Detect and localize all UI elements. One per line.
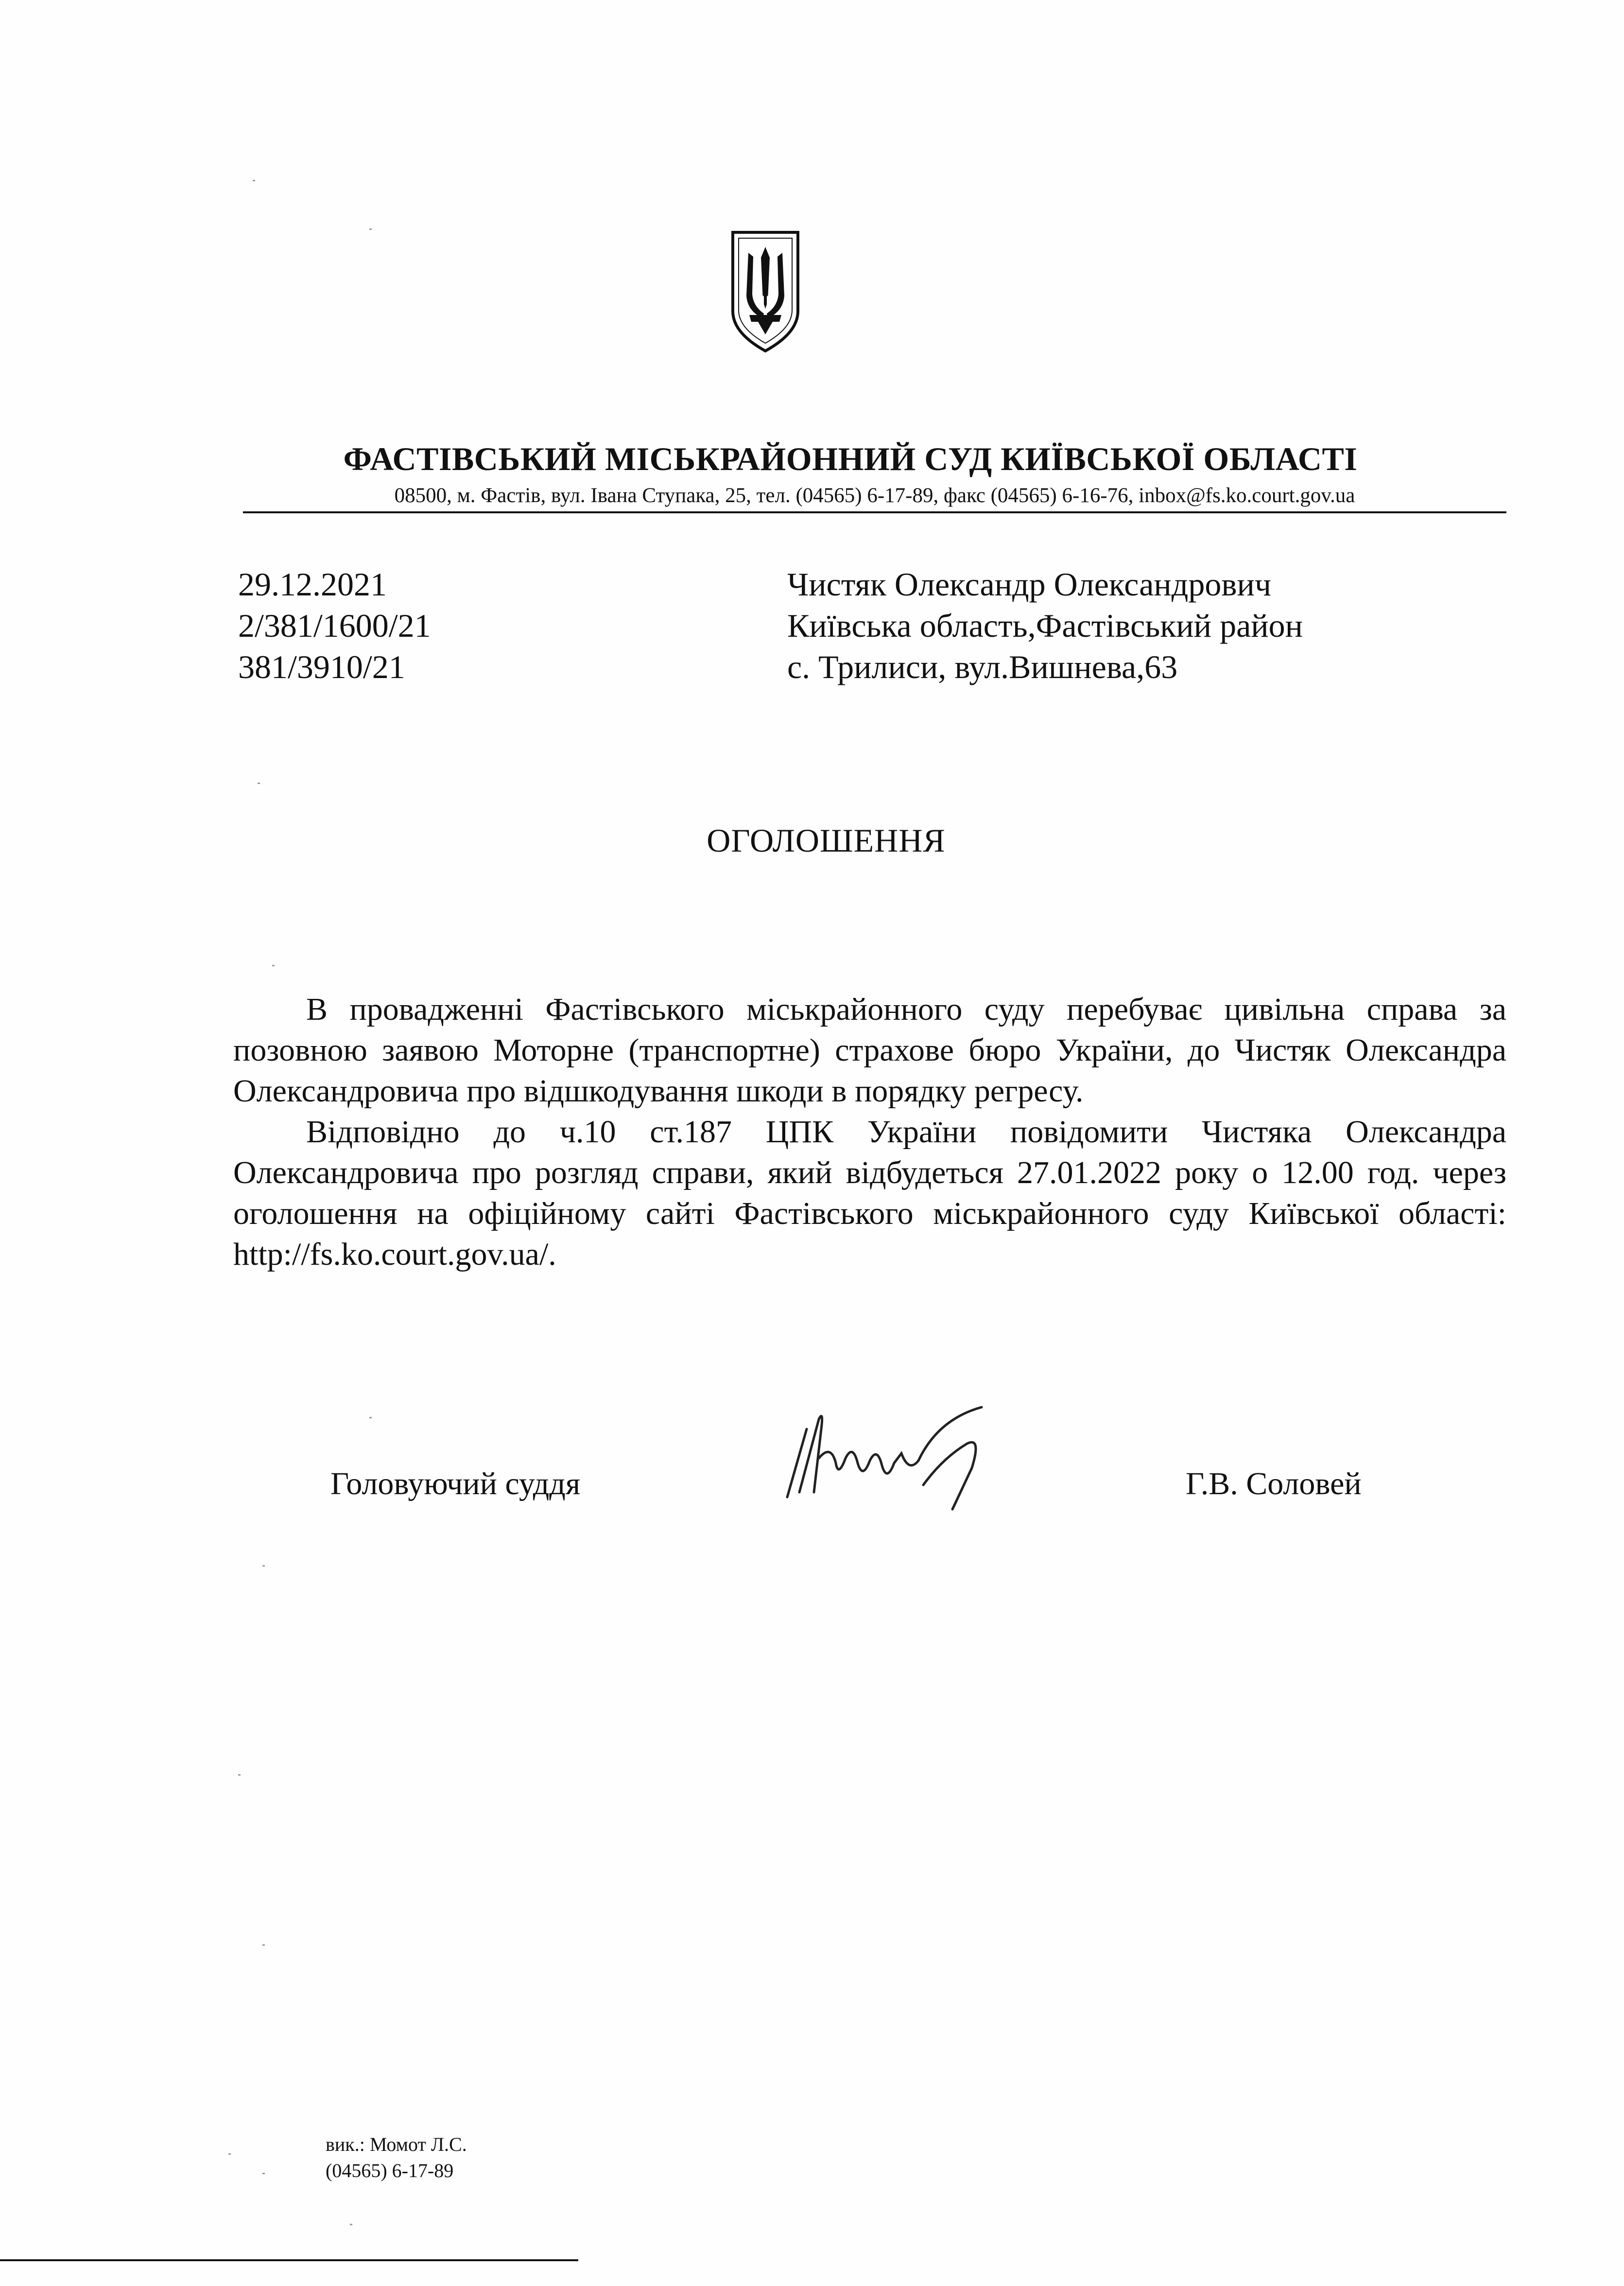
ukraine-trident-icon <box>729 228 802 355</box>
executor-name: вик.: Момот Л.С. <box>326 2133 467 2155</box>
signer-role: Головуючий суддя <box>330 1466 581 1501</box>
recipient-name: Чистяк Олександр Олександрович <box>787 566 1272 603</box>
footer-divider <box>0 2259 578 2261</box>
court-name: ФАСТІВСЬКИЙ МІСЬКРАЙОННИЙ СУД КИЇВСЬКОЇ ОБЛАСТІ <box>343 440 1358 477</box>
recipient-region: Київська область,Фастівський район <box>787 607 1303 644</box>
body-paragraph-1: В провадженні Фастівського міськрайонного суду перебуває цивільна справа за позовною заявою Моторне (транспортне) страхове бюро України, до Чистяк Олександра Олександровича про відшкодування шкоди в порядку регресу. <box>233 992 1506 1109</box>
scan-speck <box>253 180 255 181</box>
scan-speck <box>272 965 275 966</box>
document-meta <box>238 564 431 688</box>
recipient-street: с. Трилиси, вул.Вишнева,63 <box>787 648 1178 685</box>
outgoing-number: 381/3910/21 <box>238 648 405 685</box>
document-body <box>233 989 1506 1275</box>
document-date: 29.12.2021 <box>238 566 387 603</box>
scan-speck <box>238 1774 241 1776</box>
scan-speck <box>228 2153 231 2155</box>
recipient-block <box>787 564 1303 688</box>
scan-speck <box>369 1417 372 1418</box>
scan-speck <box>262 1565 265 1567</box>
court-address: 08500, м. Фастів, вул. Івана Ступака, 25, тел. (04565) 6-17-89, факс (04565) 6-16-76, inbox@fs.ko.court.gov.ua <box>394 484 1355 507</box>
scan-speck <box>369 228 372 230</box>
document-title: ОГОЛОШЕННЯ <box>707 822 946 859</box>
case-number: 2/381/1600/21 <box>238 607 431 644</box>
body-paragraph-2: Відповідно до ч.10 ст.187 ЦПК України повідомити Чистяка Олександра Олександровича про розгляд справи, який відбудеться 27.01.2022 року о 12.00 год. через оголошення на офіційному сайті Фастівського міськрайонного суду Київської області: http://fs.ko.court.gov.ua/. <box>233 1114 1506 1272</box>
signer-name: Г.В. Соловей <box>1186 1466 1362 1501</box>
header-divider <box>243 511 1506 513</box>
handwritten-signature <box>777 1400 1050 1512</box>
scan-speck <box>262 2173 265 2174</box>
scan-speck <box>258 783 260 784</box>
executor-block <box>326 2131 467 2184</box>
scan-speck <box>350 2224 352 2225</box>
executor-phone: (04565) 6-17-89 <box>326 2160 454 2181</box>
scan-speck <box>262 1944 265 1946</box>
